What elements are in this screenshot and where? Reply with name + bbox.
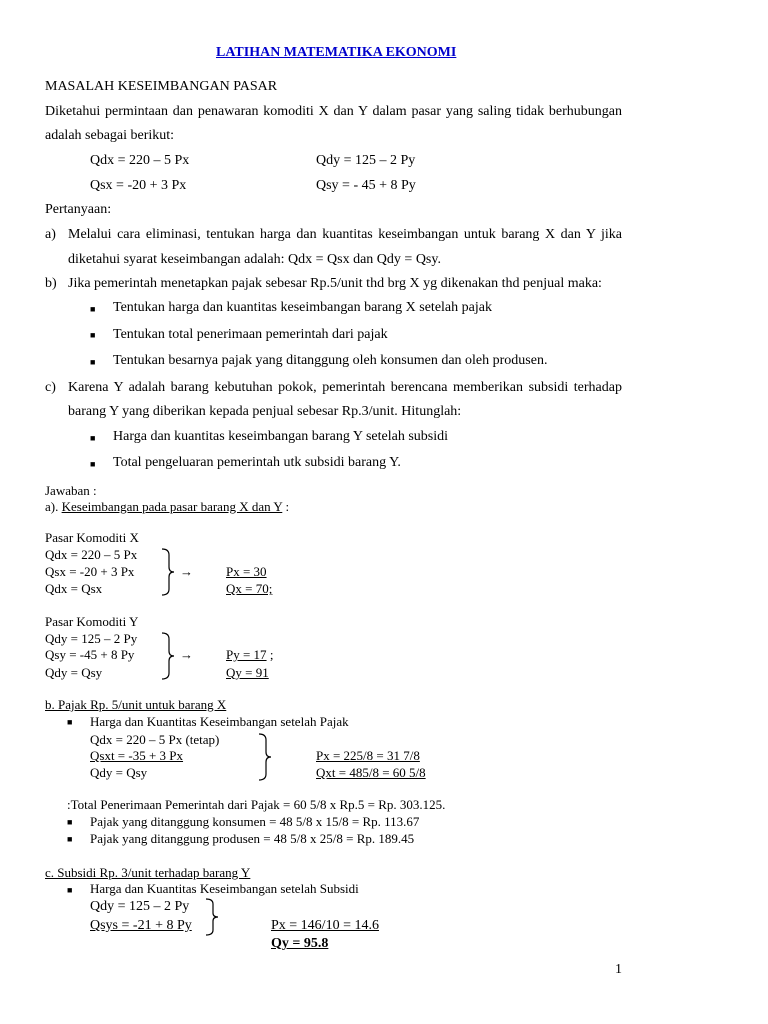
bullet-icon: ■ <box>90 459 96 469</box>
answer-b-total: :Total Penerimaan Pemerintah dari Pajak = 60 5/8 x Rp.5 = Rp. 303.125. <box>67 797 446 812</box>
answer-b-consumer-tax: Pajak yang ditanggung konsumen = 48 5/8 x 15/8 = Rp. 113.67 <box>90 814 420 829</box>
answer-b-quantity: Qxt = 485/8 = 60 5/8 <box>316 765 426 780</box>
document-title: LATIHAN MATEMATIKA EKONOMI <box>216 45 457 60</box>
intro-line-1: Diketahui permintaan dan penawaran komoditi X dan Y dalam pasar yang saling tidak berhubungan <box>45 104 622 119</box>
market-y-line-3: Qdy = Qsy <box>45 665 103 680</box>
section-heading: MASALAH KESEIMBANGAN PASAR <box>45 79 278 94</box>
question-b-marker: b) <box>45 276 57 291</box>
bullet-icon: ■ <box>67 817 73 827</box>
answer-a-prefix: a). <box>45 499 59 514</box>
bullet-icon: ■ <box>90 304 96 314</box>
bullet-icon: ■ <box>67 834 73 844</box>
question-a-line-2: diketahui syarat keseimbangan adalah: Qdx = Qsx dan Qdy = Qsy. <box>68 252 441 267</box>
answer-b-producer-tax: Pajak yang ditanggung produsen = 48 5/8 x 25/8 = Rp. 189.45 <box>90 831 415 846</box>
question-b-line-1: Jika pemerintah menetapkan pajak sebesar Rp.5/unit thd brg X yg dikenakan thd penjual maka: <box>68 276 602 291</box>
answer-b-line-3: Qdy = Qsy <box>90 765 148 780</box>
question-c-line-2: barang Y yang diberikan kepada penjual sebesar Rp.3/unit. Hitunglah: <box>68 404 462 419</box>
equation-qsx: Qsx = -20 + 3 Px <box>90 178 187 193</box>
answer-a-heading: Keseimbangan pada pasar barang X dan Y <box>61 499 283 514</box>
question-c-bullet-1: Harga dan kuantitas keseimbangan barang Y setelah subsidi <box>113 429 448 444</box>
answer-c-line-1: Qdy = 125 – 2 Py <box>90 899 190 914</box>
question-c-bullet-2: Total pengeluaran pemerintah utk subsidi barang Y. <box>113 455 401 470</box>
bullet-icon: ■ <box>90 357 96 367</box>
market-x-line-2: Qsx = -20 + 3 Px <box>45 564 135 579</box>
question-c-line-1: Karena Y adalah barang kebutuhan pokok, pemerintah berencana memberikan subsidi terhadap <box>68 380 622 395</box>
question-c-marker: c) <box>45 380 56 395</box>
answer-b-line-1: Qdx = 220 – 5 Px (tetap) <box>90 732 220 747</box>
market-x-quantity: Qx = 70; <box>226 581 273 596</box>
arrow-right-icon: → <box>180 564 193 579</box>
answer-b-line-2: Qsxt = -35 + 3 Px <box>90 748 184 763</box>
market-y-price-line <box>226 647 273 663</box>
bullet-icon: ■ <box>90 433 96 443</box>
answer-a-heading-line <box>45 499 289 515</box>
answer-c-heading: c. Subsidi Rp. 3/unit terhadap barang Y <box>45 865 251 880</box>
bullet-icon: ■ <box>67 885 73 895</box>
question-a-line-1: Melalui cara eliminasi, tentukan harga dan kuantitas keseimbangan untuk barang X dan Y jika <box>68 227 622 242</box>
answer-b-bullet: Harga dan Kuantitas Keseimbangan setelah Pajak <box>90 714 349 729</box>
question-b-bullet-2: Tentukan total penerimaan pemerintah dari pajak <box>113 327 388 342</box>
question-a-marker: a) <box>45 227 56 242</box>
market-y-price: Py = 17 <box>226 647 267 662</box>
brace-icon <box>160 632 176 680</box>
intro-line-2: adalah sebagai berikut: <box>45 128 175 143</box>
answer-c-price: Px = 146/10 = 14.6 <box>271 918 379 933</box>
brace-icon <box>204 898 220 936</box>
equation-qdx: Qdx = 220 – 5 Px <box>90 153 190 168</box>
answer-b-price: Px = 225/8 = 31 7/8 <box>316 748 420 763</box>
question-b-bullet-1: Tentukan harga dan kuantitas keseimbangan barang X setelah pajak <box>113 300 492 315</box>
answer-c-quantity: Qy = 95.8 <box>271 936 329 951</box>
market-y-line-1: Qdy = 125 – 2 Py <box>45 631 138 646</box>
bullet-icon: ■ <box>90 330 96 340</box>
brace-icon <box>160 548 176 596</box>
question-b-bullet-3: Tentukan besarnya pajak yang ditanggung oleh konsumen dan oleh produsen. <box>113 353 548 368</box>
equation-qsy: Qsy = - 45 + 8 Py <box>316 178 416 193</box>
market-y-line-2: Qsy = -45 + 8 Py <box>45 647 135 662</box>
answer-c-line-2: Qsys = -21 + 8 Py <box>90 918 192 933</box>
answer-b-heading: b. Pajak Rp. 5/unit untuk barang X <box>45 697 227 712</box>
market-y-quantity: Qy = 91 <box>226 665 269 680</box>
market-x-heading: Pasar Komoditi X <box>45 530 139 545</box>
market-x-line-3: Qdx = Qsx <box>45 581 103 596</box>
bullet-icon: ■ <box>67 717 73 727</box>
page-number: 1 <box>615 962 622 977</box>
market-y-heading: Pasar Komoditi Y <box>45 614 139 629</box>
answers-label: Jawaban : <box>45 483 97 498</box>
equation-qdy: Qdy = 125 – 2 Py <box>316 153 416 168</box>
brace-icon <box>257 733 273 781</box>
market-y-price-suffix: ; <box>266 647 274 662</box>
arrow-right-icon: → <box>180 647 193 662</box>
questions-label: Pertanyaan: <box>45 202 112 217</box>
market-x-line-1: Qdx = 220 – 5 Px <box>45 547 138 562</box>
answer-a-suffix: : <box>282 499 290 514</box>
market-x-price: Px = 30 <box>226 564 267 579</box>
answer-c-bullet: Harga dan Kuantitas Keseimbangan setelah Subsidi <box>90 881 359 896</box>
